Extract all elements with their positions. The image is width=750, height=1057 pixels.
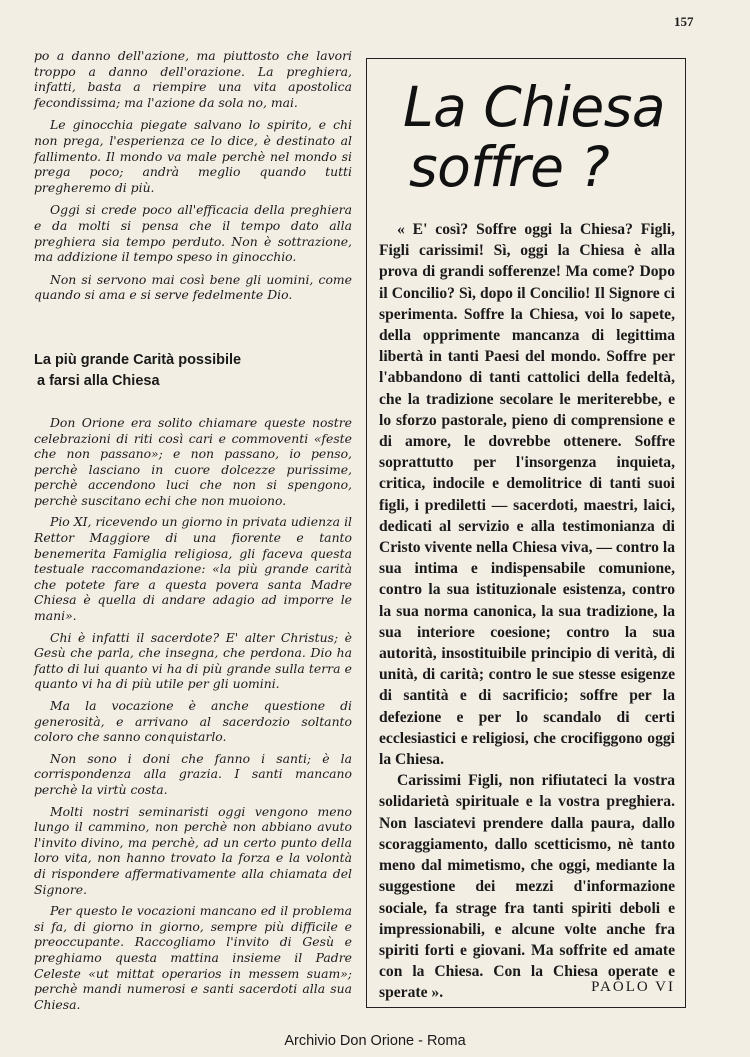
paragraph: Le ginocchia piegate salvano lo spirito, e chi non prega, l'esperienza ce lo dice, è destinato al fallimento. Il mondo va male perchè nel mondo si prega poco; andrà meglio quando tutti pregheremo di più. bbox=[34, 117, 352, 195]
paragraph: Non sono i doni che fanno i santi; è la corrispondenza alla grazia. I santi mancano perchè la virtù costa. bbox=[34, 750, 352, 797]
paragraph: Molti nostri seminaristi oggi vengono meno lungo il cammino, non perchè non abbiano avuto l'invito divino, ma perchè, ad un certo punto della loro vita, non hanno trovato la forza e la volontà di rispondere affermativamente alla chiamata del Signore. bbox=[34, 803, 352, 897]
archive-footer: Archivio Don Orione - Roma bbox=[284, 1033, 466, 1049]
paragraph: Ma la vocazione è anche questione di generosità, e arrivano al sacerdozio soltanto coloro che sanno conquistarlo. bbox=[34, 698, 352, 745]
quote-paragraph: Carissimi Figli, non rifiutateci la vostra solidarietà spirituale e la vostra preghiera. Non lasciatevi prendere dalla paura, dallo scoraggiamento, dallo scetticismo, nè tanto meno dal mimetismo, che oggi, mediante la suggestione dei mezzi d'informazione sociale, fa strage fra tanti spiriti deboli e impressionabili, e alcune volte anche fra spiriti forti e giovani. Ma soffrite ed amate con la Chiesa. Con la Chiesa operate e sperate ». bbox=[379, 772, 675, 1002]
box-title bbox=[403, 77, 673, 197]
paragraph: Don Orione era solito chiamare queste nostre celebrazioni di riti così cari e commoventi «feste che non passano»; e non passano, io penso, perchè lasciano in cuore dolcezze purissime, perchè accendono luci che non si spengono, perchè suscitano echi che non muoiono. bbox=[34, 414, 352, 508]
paragraph: Oggi si crede poco all'efficacia della preghiera e da molti si pensa che il tempo dato alla preghiera sia tempo perduto. Non è sottrazione, ma addizione il tempo speso in ginocchio. bbox=[34, 202, 352, 265]
box-title-line: La Chiesa bbox=[403, 75, 666, 139]
paragraph: Chi è infatti il sacerdote? E' alter Christus; è Gesù che parla, che insegna, che perdona. Dio ha fatto di lui quanto vi ha di più grande sulla terra e quanto vi ha di più utile per gli uomini. bbox=[34, 629, 352, 692]
box-title-line: soffre ? bbox=[409, 135, 610, 199]
quote-box bbox=[366, 58, 686, 1008]
section-heading-line: a farsi alla Chiesa bbox=[37, 372, 160, 389]
section-heading bbox=[34, 350, 352, 392]
paragraph: Non si servono mai così bene gli uomini, come quando si ama e si serve fedelmente Dio. bbox=[34, 271, 352, 303]
paragraph: po a danno dell'azione, ma piuttosto che lavori troppo a danno dell'orazione. La preghiera, infatti, basta a riempire una vita apostolica fecondissima; ma l'azione da sola no, mai. bbox=[34, 48, 352, 110]
page-number: 157 bbox=[674, 14, 694, 29]
paragraph: Pio XI, ricevendo un giorno in privata udienza il Rettor Maggiore di una fiorente e tanto benemerita Famiglia religiosa, gli faceva questa testuale raccomandazione: «la più grande carità che potete fare a questa povera santa Madre Chiesa è quella di andare adagio ad imporre le mani». bbox=[34, 514, 352, 624]
section-heading-line: La più grande Carità possibile bbox=[34, 351, 242, 368]
left-column bbox=[34, 48, 352, 1018]
signature: PAOLO VI bbox=[591, 979, 675, 995]
quote-paragraph: « E' così? Soffre oggi la Chiesa? Figli, Figli carissimi! Sì, oggi la Chiesa è alla prova di grandi sofferenze! Ma come? Dopo il Concilio? Sì, dopo il Concilio! Il Signore ci sperimenta. Soffre la Chiesa, voi lo sapete, della opprimente mancanza di legittima libertà in tanti Paesi del mondo. Soffre per l'abbandono di tanti cattolici della fedeltà, che la tradizione secolare le meriterebbe, e lo sforzo pastorale, pieno di comprensione e di amore, le dovrebbe ottenere. Soffre soprattutto per l'insorgenza inquieta, critica, indocile e demolitrice di tanti suoi figli, i prediletti — sacerdoti, maestri, laici, dedicati al servizio e alla testimonianza di Cristo vivente nella Chiesa viva, — contro la sua intima e indispensabile comunione, contro la sua istituzionale esistenza, contro la sua norma canonica, la sua tradizione, la sua interiore coesione; contro la sua autorità, insostituibile principio di verità, di unità, di carità; contro le sue stesse esigenze di santità e di sacrificio; soffre per la defezione e per lo scandalo di certi ecclesiastici e religiosi, che crocifiggono oggi la Chiesa. bbox=[379, 221, 675, 769]
paragraph: Per questo le vocazioni mancano ed il problema si fa, di giorno in giorno, sempre più difficile e preoccupante. Raccogliamo l'invito di Gesù e preghiamo questa mattina insieme il Padre Celeste «ut mittat operarios in messem suam»; perchè mandi numerosi e santi sacerdoti alla sua Chiesa. bbox=[34, 903, 352, 1012]
quote-text bbox=[379, 219, 675, 1004]
